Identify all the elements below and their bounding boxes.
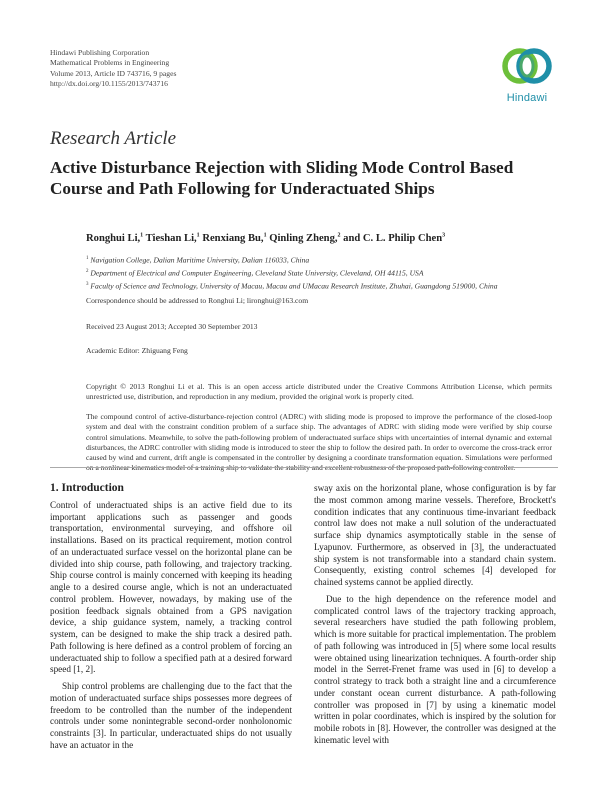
author: Qinling Zheng,$^2$ — [269, 232, 341, 244]
body-column-left — [50, 483, 292, 752]
doi-link[interactable]: http://dx.doi.org/10.1155/2013/743716 — [50, 79, 168, 89]
journal-name: Mathematical Problems in Engineering — [50, 58, 170, 68]
body-column-right — [314, 483, 556, 747]
correspondence: Correspondence should be addressed to Ronghui Li; lironghui@163.com — [86, 296, 309, 305]
hindawi-logo-icon — [497, 44, 557, 90]
author: and C. L. Philip Chen$^3$ — [343, 232, 446, 244]
affiliation: $^2$ Department of Electrical and Computer Engineering, Cleveland State University, Cleveland, OH 44115, USA — [86, 268, 424, 278]
affiliation: $^1$ Navigation College, Dalian Maritime University, Dalian 116033, China — [86, 255, 310, 265]
section-heading: 1. Introduction — [50, 482, 124, 494]
received-accepted-dates: Received 23 August 2013; Accepted 30 September 2013 — [86, 322, 258, 331]
author-list — [86, 232, 445, 244]
paragraph: Control of underactuated ships is an active field due to its important applications such as passenger and goods transportation, environmental surveying, and offshore oil installations. Based on its practical requirement, motion control of an underactuated surface vessel on the horizontal plane can be divided into ship course, path following, and trajectory tracking. Ship course control is mainly concerned with keeping its heading angle to a desired course angle, which is not an underactuated control problem. However, nowadays, by making use of the position feedback signals obtained from a GPS navigation device, a ship guidance system, namely, a tracking control system, can be designed to make the ship track a desired path. Path following is here defined as a control problem of forcing an underactuated ship to follow a specified path at a desired forward speed [1, 2]. — [50, 499, 292, 675]
publisher: Hindawi Publishing Corporation — [50, 48, 150, 57]
volume-info: Volume 2013, Article ID 743716, 9 pages — [50, 68, 177, 78]
copyright-notice: Copyright © 2013 Ronghui Li et al. This is an open access article distributed under the Creative Commons Attribution License, which permits unrestricted use, distribution, and reproduction in any medium, provided the original work is properly cited. — [86, 382, 552, 402]
paragraph: Due to the high dependence on the reference model and complicated control laws of the trajectory tracking approach, several researchers have studied the path following problem, which is more suitable for practical implementation. The problem of path following was introduced in [5] where some local results were obtained using linearization techniques. A fourth-order ship model in the Serret-Frenet frame was used in [6] to develop a control strategy to track both a straight line and a circumference under constant ocean current disturbance. A path-following controller was proposed in [7] by using a kinematic model written in polar coordinates, which is inspired by the solution for mobile robots in [8]. However, the controller was designed at the kinematic level with — [314, 593, 556, 745]
hindawi-logo-text: Hindawi — [506, 92, 548, 104]
author: Ronghui Li,$^1$ — [86, 232, 144, 244]
author: Tieshan Li,$^1$ — [145, 232, 200, 244]
article-title: Active Disturbance Rejection with Sliding Mode Control Based Course and Path Following for Underactuated Ships — [50, 158, 514, 198]
divider — [50, 467, 558, 468]
paragraph: Ship control problems are challenging due to the fact that the motion of underactuated surface ships possesses more degrees of freedom to be controlled than the number of the independent controls under some nonintegrable second-order nonholonomic constraints [3]. In particular, underactuated ships do not usually have an actuator in the — [50, 681, 292, 750]
paragraph: sway axis on the horizontal plane, whose configuration is by far the most common among marine vessels. Therefore, Brockett's condition indicates that any continuous time-invariant feedback control law does not make a null solution of the underactuated surface ship dynamics asymptotically stable in the sense of Lyapunov. Furthermore, as observed in [3], the underactuated ship system is not transformable into a standard chain system. Consequently, existing control schemes [4] developed for chained systems cannot be applied directly. — [314, 483, 556, 587]
affiliation: $^3$ Faculty of Science and Technology, University of Macau, Macau and UMacau Research Institute, Zhuhai, Guangdong 519000, China — [86, 281, 498, 291]
abstract: The compound control of active-disturbance-rejection control (ADRC) with sliding mode is proposed to improve the performance of the closed-loop system and deal with the constraint condition problem of a surface ship. The advantages of ADRC with sliding mode were verified by ship course control simulations. Meanwhile, to solve the path-following problem of underactuated surface ships with uncertainties of internal dynamic and external disturbances, the ADRC controller with sliding mode is introduced to steer the ship to follow the desired path. In order to overcome the cross-track error caused by wind and current, drift angle is compensated in the controller by designing a coordinate transformation equation. Simulations were performed on a nonlinear kinematics model of a training ship to validate the stability and excellent robustness of the proposed path-following controller. — [86, 412, 552, 473]
affiliations — [86, 253, 498, 292]
academic-editor: Academic Editor: Zhiguang Feng — [86, 346, 188, 355]
publication-info — [50, 48, 176, 90]
author: Renxiang Bu,$^1$ — [202, 232, 267, 244]
hindawi-logo[interactable] — [497, 44, 557, 106]
article-type: Research Article — [50, 128, 177, 149]
